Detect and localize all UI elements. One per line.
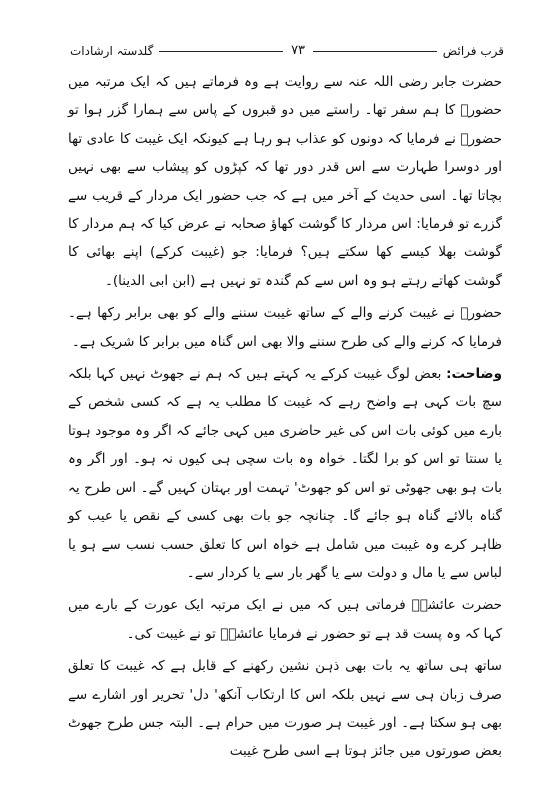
page-number: ۷۳: [291, 43, 306, 58]
paragraph-hadith-jabir: [68, 68, 502, 295]
paragraph-forms-of-gheebat: [68, 652, 502, 766]
paragraph-text: حضرت عائشہؓ فرماتی ہیں کہ میں نے ایک مرتبہ ایک عورت کے بارے میں کہا کہ وہ پست قد ہے تو حضور نے فرمایا عائشہؓ تو نے غیبت کی۔: [68, 597, 502, 642]
body-text: [68, 68, 502, 770]
paragraph-text: ساتھ ہی ساتھ یہ بات بھی ذہن نشین رکھنے کے قابل ہے کہ غیبت کا تعلق صرف زبان ہی سے نہیں بلکہ اس کا ارتکاب آنکھ' دل' تحریر اور اشارے سے بھی ہو سکتا ہے۔ اور غیبت ہر صورت میں حرام ہے۔ البتہ جس طرح جھوٹ بعض صورتوں میں جائز ہوتا ہے اسی طرح غیبت: [68, 658, 502, 760]
paragraph-text: بعض لوگ غیبت کرکے یہ کہتے ہیں کہ ہم نے جھوٹ نہیں کہا بلکہ سچ بات کہی ہے واضح رہے کہ غیبت کا مطلب یہ ہے کہ کسی شخص کے بارے میں کوئی بات اس کی غیر حاضری میں کہی جائے کہ اگر وہ موجود ہوتا یا سنتا تو اس کو برا لگتا۔ خواہ وہ بات سچی ہی کیوں نہ ہو۔ اور اگر وہ بات ہو بھی جھوٹی تو اس کو جھوٹ' تہمت اور بہتان کہیں گے۔ اس طرح یہ گناہ بالائے گناہ ہو جائے گا۔ چنانچہ جو بات بھی کسی کے نقص یا عیب کو ظاہر کرے وہ غیبت میں شامل ہے خواہ اس کا تعلق حسب نسب سے ہو یا لباس سے یا مال و دولت سے یا گھر بار سے یا کردار سے۔: [68, 366, 502, 581]
paragraph-clarification: [68, 360, 502, 587]
header-rule-left: [159, 51, 283, 52]
paragraph-text: حضرت جابر رضی اللہ عنہ سے روایت ہے وہ فرماتے ہیں کہ ایک مرتبہ میں حضورؐ کا ہم سفر تھا۔ راستے میں دو قبروں کے پاس سے ہمارا گزر ہوا تو حضورؐ نے فرمایا کہ دونوں کو عذاب ہو رہا ہے کیونکہ ایک غیبت کا عادی تھا اور دوسرا طہارت سے اس قدر دور تھا کہ کپڑوں کو پیشاب سے بھی نہیں بچاتا تھا۔ اسی حدیث کے آخر میں ہے کہ جب حضور ایک مردار کے قریب سے گزرے تو فرمایا: اس مردار کا گوشت کھاؤ صحابہ نے عرض کیا کہ ہم مردار کا گوشت بھلا کیسے کھا سکتے ہیں؟ فرمایا: جو (غیبت کرکے) اپنے بھائی کا گوشت کھاتے رہتے ہو وہ اس سے کم گندہ تو نہیں ہے (ابن ابی الدینا)۔: [68, 74, 502, 289]
paragraph-listener: [68, 299, 502, 356]
book-title: گلدستہ ارشادات: [70, 44, 154, 58]
clarification-label: وضاحت:: [446, 366, 502, 383]
running-header: [70, 40, 504, 62]
header-rule-right: [313, 51, 437, 52]
chapter-title: قرب فرائض: [442, 44, 504, 58]
paragraph-aisha: [68, 591, 502, 648]
paragraph-text: حضورؐ نے غیبت کرنے والے کے ساتھ غیبت سننے والے کو بھی برابر رکھا ہے۔ فرمایا کہ کرنے والے کی طرح سننے والا بھی اس گناہ میں برابر کا شریک ہے۔: [68, 305, 502, 350]
